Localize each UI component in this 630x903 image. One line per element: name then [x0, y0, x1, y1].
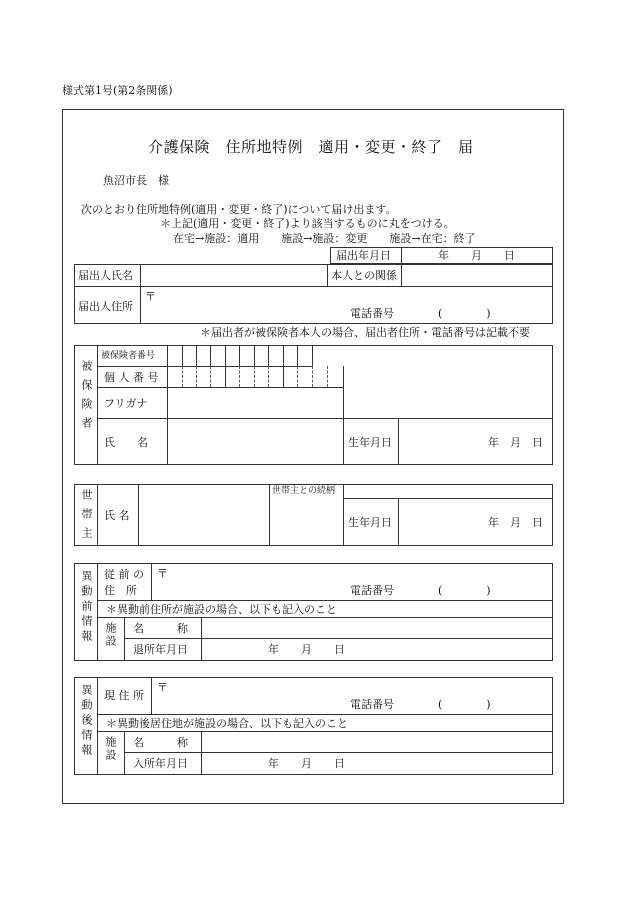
notifier-phone-field[interactable]: ( ) [438, 307, 491, 320]
before-facility-name-field[interactable] [203, 619, 551, 636]
before-phone-label: 電話番号 [350, 584, 394, 597]
household-name-label: 氏 名 [104, 509, 130, 522]
insured-birth-label: 生年月日 [348, 436, 392, 449]
after-date-label: 入所年月日 [133, 757, 188, 770]
before-note: ＊異動前住所が施設の場合、以下も記入のこと [106, 603, 337, 616]
before-postal-mark: 〒 [157, 567, 168, 580]
form-number: 様式第1号(第2条関係) [62, 84, 173, 97]
household-name-field[interactable] [140, 486, 267, 544]
cases-line: 在宅→施設：適用 施設→施設：変更 施設→在宅：終了 [173, 232, 476, 245]
notifier-name-label: 届出人氏名 [78, 269, 133, 282]
before-move-section-label: 異動前情報 [80, 570, 93, 645]
after-date-field[interactable]: 年 月 日 [268, 757, 345, 770]
notifier-name-field[interactable] [142, 266, 326, 284]
furigana-field[interactable] [169, 389, 341, 416]
furigana-label: フリガナ [104, 397, 148, 410]
after-postal-mark: 〒 [157, 681, 168, 694]
addressee: 魚沼市長 様 [103, 174, 169, 187]
before-facility-label: 施設 [104, 622, 117, 648]
instruction-line: ＊上記(適用・変更・終了)より該当するものに丸をつける。 [160, 217, 455, 230]
personal-number-label: 個 人 番 号 [104, 371, 159, 384]
household-birth-field[interactable]: 年 月 日 [488, 516, 543, 529]
notifier-address-label: 届出人住所 [78, 300, 133, 313]
relation-field[interactable] [403, 266, 551, 284]
relation-label: 本人との関係 [331, 269, 397, 282]
household-birth-label: 生年月日 [348, 516, 392, 529]
after-phone-field[interactable]: ( ) [438, 698, 491, 711]
after-note: ＊異動後居住地が施設の場合、以下も記入のこと [106, 717, 348, 730]
insured-name-field[interactable] [169, 420, 341, 463]
notify-date-label: 届出年月日 [336, 249, 391, 262]
after-facility-label: 施設 [104, 736, 117, 762]
notifier-phone-label: 電話番号 [350, 307, 394, 320]
after-facility-name-label: 名 称 [133, 736, 188, 749]
before-address-label-1: 従 前 の [104, 568, 144, 581]
insured-number-label: 被保険者番号 [101, 351, 156, 361]
notify-date-field[interactable]: 年 月 日 [438, 249, 515, 262]
after-phone-label: 電話番号 [350, 698, 394, 711]
insured-name-label: 氏 名 [104, 436, 148, 449]
household-relation-label: 世帯主との続柄 [272, 486, 336, 496]
insured-number-field[interactable] [168, 346, 311, 365]
notifier-postal-mark: 〒 [145, 290, 156, 303]
before-date-label: 退所年月日 [133, 643, 188, 656]
notifier-note: ＊届出者が被保険者本人の場合、届出者住所・電話番号は記載不要 [200, 326, 530, 339]
before-address-label-2: 住 所 [104, 584, 137, 597]
after-facility-name-field[interactable] [203, 733, 551, 750]
before-address-field[interactable] [172, 565, 550, 581]
before-facility-name-label: 名 称 [133, 622, 188, 635]
form-title: 介護保険 住所地特例 適用・変更・終了 届 [148, 138, 474, 156]
personal-number-field[interactable] [168, 367, 342, 386]
household-relation-field[interactable] [271, 499, 341, 544]
before-phone-field[interactable]: ( ) [438, 584, 491, 597]
insured-section-label: 被保険者 [80, 360, 93, 436]
insured-birth-field[interactable]: 年 月 日 [488, 436, 543, 449]
after-address-field[interactable] [172, 679, 550, 695]
household-section-label: 世帯主 [80, 489, 93, 546]
after-address-label: 現 住 所 [104, 689, 144, 702]
before-date-field[interactable]: 年 月 日 [268, 643, 345, 656]
intro-line: 次のとおり住所地特例(適用・変更・終了)について届け出ます。 [81, 203, 397, 216]
notifier-address-field[interactable] [160, 288, 550, 303]
after-move-section-label: 異動後情報 [80, 684, 93, 759]
